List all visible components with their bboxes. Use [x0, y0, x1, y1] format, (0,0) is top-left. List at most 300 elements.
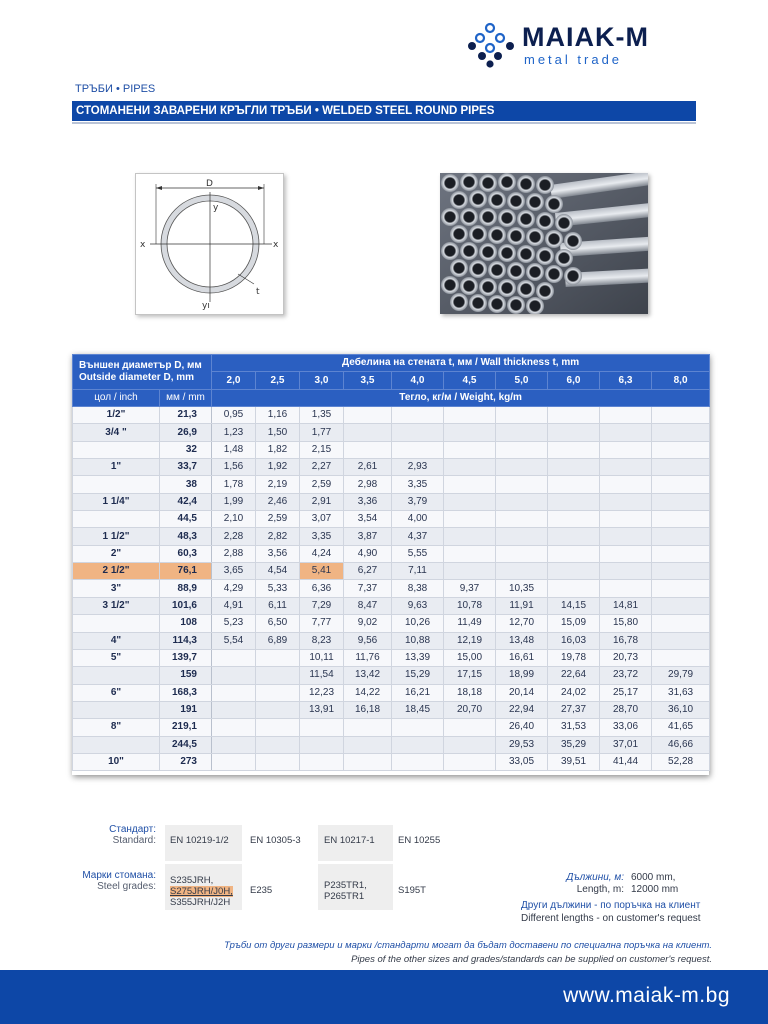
weight-cell: 28,70	[600, 701, 652, 718]
weight-cell: 18,99	[496, 667, 548, 684]
weight-cell: 10,88	[392, 632, 444, 649]
inch-cell: 5"	[73, 649, 160, 666]
weight-cell	[300, 719, 344, 736]
breadcrumb[interactable]: ТРЪБИ • PIPES	[75, 83, 156, 95]
weight-cell	[548, 493, 600, 510]
weight-cell	[444, 424, 496, 441]
mm-cell: 26,9	[160, 424, 212, 441]
weight-cell: 4,00	[392, 511, 444, 528]
lengths-values	[631, 872, 678, 896]
grades-label-bg: Марки стомана:	[82, 870, 156, 881]
table-row	[73, 719, 710, 736]
mm-cell: 273	[160, 753, 212, 770]
weight-cell	[496, 511, 548, 528]
weight-cell: 6,50	[256, 615, 300, 632]
weight-cell: 3,35	[300, 528, 344, 545]
footer-url-link[interactable]: www.maiak-m.bg	[563, 984, 730, 1007]
weight-cell: 33,06	[600, 719, 652, 736]
weight-cell	[256, 753, 300, 770]
weight-cell: 2,59	[300, 476, 344, 493]
weight-cell	[600, 459, 652, 476]
weight-cell: 37,01	[600, 736, 652, 753]
weight-cell	[496, 459, 548, 476]
weight-cell	[652, 597, 710, 614]
inch-cell	[73, 476, 160, 493]
weight-cell	[344, 719, 392, 736]
weight-cell: 11,91	[496, 597, 548, 614]
weight-cell: 2,93	[392, 459, 444, 476]
inch-cell: 3/4 "	[73, 424, 160, 441]
inch-cell: 3 1/2"	[73, 597, 160, 614]
diameter-header-en: Outside diameter D, mm	[79, 371, 195, 383]
table-body	[73, 407, 710, 771]
diagram-label-x-right: x	[273, 240, 279, 250]
grade-p265tr1: P265TR1	[324, 891, 365, 902]
weight-cell: 7,77	[300, 615, 344, 632]
weight-cell	[652, 511, 710, 528]
mm-cell: 219,1	[160, 719, 212, 736]
weight-cell: 2,46	[256, 493, 300, 510]
weight-cell: 14,81	[600, 597, 652, 614]
table-row	[73, 493, 710, 510]
diameter-header-bg: Външен диаметър D, мм	[79, 359, 202, 371]
weight-cell	[548, 511, 600, 528]
table-row	[73, 753, 710, 770]
weight-cell	[444, 753, 496, 770]
weight-cell: 1,35	[300, 407, 344, 424]
thickness-header: 6,0	[548, 372, 600, 389]
weight-cell: 24,02	[548, 684, 600, 701]
weight-cell: 3,56	[256, 545, 300, 562]
diagram-label-d: D	[206, 179, 213, 189]
weight-cell: 16,61	[496, 649, 548, 666]
weight-cell	[444, 563, 496, 580]
weight-cell: 3,35	[392, 476, 444, 493]
standard-value-4: EN 10255	[398, 835, 441, 846]
thickness-header: 5,0	[496, 372, 548, 389]
weight-cell: 14,15	[548, 597, 600, 614]
inch-cell: 1 1/4"	[73, 493, 160, 510]
weight-cell: 8,23	[300, 632, 344, 649]
weight-cell	[344, 736, 392, 753]
weight-cell: 2,15	[300, 441, 344, 458]
weight-cell: 1,23	[212, 424, 256, 441]
table-row	[73, 528, 710, 545]
weight-cell	[444, 736, 496, 753]
inch-cell	[73, 701, 160, 718]
weight-cell: 46,66	[652, 736, 710, 753]
lengths-label	[520, 872, 624, 896]
weight-cell	[344, 407, 392, 424]
weight-cell: 10,26	[392, 615, 444, 632]
weight-cell: 4,90	[344, 545, 392, 562]
weight-cell: 1,78	[212, 476, 256, 493]
weight-cell	[256, 649, 300, 666]
weight-cell: 2,88	[212, 545, 256, 562]
table-row	[73, 476, 710, 493]
weight-cell	[600, 424, 652, 441]
weight-cell: 2,98	[344, 476, 392, 493]
weight-cell	[496, 545, 548, 562]
table-row	[73, 615, 710, 632]
table-row	[73, 597, 710, 614]
weight-cell: 6,89	[256, 632, 300, 649]
thickness-header: 8,0	[652, 372, 710, 389]
weight-cell: 2,10	[212, 511, 256, 528]
standard-value-3: EN 10217-1	[324, 835, 375, 846]
weight-cell: 7,29	[300, 597, 344, 614]
weight-cell: 2,28	[212, 528, 256, 545]
weight-cell	[496, 528, 548, 545]
weight-cell: 22,94	[496, 701, 548, 718]
weight-cell: 12,19	[444, 632, 496, 649]
diagram-label-y-bottom: yı	[202, 301, 210, 311]
table-row	[73, 632, 710, 649]
weight-cell: 1,82	[256, 441, 300, 458]
mm-cell: 168,3	[160, 684, 212, 701]
inch-cell	[73, 667, 160, 684]
weight-cell	[600, 441, 652, 458]
pipes-photo-svg	[440, 173, 648, 314]
other-lengths-bg: Други дължини - по поръчка на клиент	[521, 900, 701, 911]
lengths-label-bg: Дължини, м:	[566, 872, 624, 883]
weight-cell: 6,11	[256, 597, 300, 614]
mm-cell: 42,4	[160, 493, 212, 510]
weight-cell: 1,48	[212, 441, 256, 458]
weight-cell	[548, 528, 600, 545]
wall-thickness-header: Дебелина на стената t, мм / Wall thickness t, mm	[212, 355, 710, 372]
weight-cell: 9,37	[444, 580, 496, 597]
inch-column-header: цол / inch	[73, 389, 160, 406]
weight-cell: 25,17	[600, 684, 652, 701]
weight-cell	[652, 459, 710, 476]
weight-cell	[548, 476, 600, 493]
weight-cell	[600, 563, 652, 580]
weight-cell: 7,11	[392, 563, 444, 580]
weight-cell	[600, 511, 652, 528]
grades-label-en: Steel grades:	[97, 881, 156, 892]
weight-cell: 13,39	[392, 649, 444, 666]
grade-s195t: S195T	[398, 885, 426, 896]
diagram-label-t: t	[256, 287, 260, 297]
grade-e235: E235	[250, 885, 273, 896]
weight-cell: 7,37	[344, 580, 392, 597]
weight-cell: 6,36	[300, 580, 344, 597]
weight-cell	[256, 701, 300, 718]
weight-cell	[444, 459, 496, 476]
weight-cell: 9,63	[392, 597, 444, 614]
weight-cell: 4,91	[212, 597, 256, 614]
weight-cell	[496, 563, 548, 580]
weight-cell	[444, 493, 496, 510]
weight-cell: 6,27	[344, 563, 392, 580]
weight-cell: 1,16	[256, 407, 300, 424]
weight-cell: 18,45	[392, 701, 444, 718]
weight-cell: 22,64	[548, 667, 600, 684]
weight-cell: 1,77	[300, 424, 344, 441]
mm-cell: 108	[160, 615, 212, 632]
table-row	[73, 701, 710, 718]
weight-cell: 20,70	[444, 701, 496, 718]
weight-cell	[444, 545, 496, 562]
weight-cell	[444, 441, 496, 458]
weight-cell: 3,87	[344, 528, 392, 545]
weight-cell	[300, 736, 344, 753]
page-title-bar	[72, 101, 696, 121]
weight-cell	[652, 580, 710, 597]
weight-cell: 41,44	[600, 753, 652, 770]
weight-cell: 16,03	[548, 632, 600, 649]
grade-p235tr1: P235TR1,	[324, 880, 367, 891]
mm-cell: 44,5	[160, 511, 212, 528]
weight-cell: 19,78	[548, 649, 600, 666]
weight-cell	[256, 684, 300, 701]
brand-logo[interactable]	[466, 20, 726, 72]
weight-cell	[496, 476, 548, 493]
grade-s275: S275JRH/J0H,	[170, 886, 233, 897]
weight-cell	[652, 649, 710, 666]
weight-cell: 3,79	[392, 493, 444, 510]
standard-label-bg: Стандарт:	[109, 824, 156, 835]
table-row	[73, 424, 710, 441]
grade-s235: S235JRH,	[170, 875, 214, 886]
table-row	[73, 511, 710, 528]
weight-cell: 3,07	[300, 511, 344, 528]
weight-cell	[444, 528, 496, 545]
standard-value-1: EN 10219-1/2	[170, 835, 229, 846]
weight-cell: 0,95	[212, 407, 256, 424]
weight-cell: 20,73	[600, 649, 652, 666]
grades-label	[44, 870, 156, 892]
weight-cell: 5,33	[256, 580, 300, 597]
weight-cell	[548, 407, 600, 424]
title-divider	[72, 122, 696, 124]
inch-cell: 1/2"	[73, 407, 160, 424]
weight-cell	[600, 407, 652, 424]
weight-cell	[652, 528, 710, 545]
grade-s355: S355JRH/J2H	[170, 897, 231, 908]
brand-name: MAIAK-M	[522, 22, 649, 52]
thickness-header: 4,5	[444, 372, 496, 389]
inch-cell: 6"	[73, 684, 160, 701]
inch-cell: 1"	[73, 459, 160, 476]
weight-cell: 41,65	[652, 719, 710, 736]
weight-cell: 14,22	[344, 684, 392, 701]
other-lengths-en: Different lengths - on customer's request	[521, 913, 701, 924]
weight-cell: 5,55	[392, 545, 444, 562]
mm-cell: 244,5	[160, 736, 212, 753]
weight-cell: 5,41	[300, 563, 344, 580]
diagram-label-x-left: x	[140, 240, 146, 250]
mm-cell: 101,6	[160, 597, 212, 614]
thickness-header: 4,0	[392, 372, 444, 389]
weight-cell: 52,28	[652, 753, 710, 770]
weight-cell	[600, 476, 652, 493]
weight-cell	[600, 580, 652, 597]
weight-cell: 11,76	[344, 649, 392, 666]
pipe-weight-table-container	[72, 354, 709, 775]
pipe-diagram-svg	[136, 174, 285, 316]
table-row	[73, 407, 710, 424]
weight-cell: 5,54	[212, 632, 256, 649]
weight-cell	[652, 493, 710, 510]
thickness-header: 2,5	[256, 372, 300, 389]
mm-cell: 48,3	[160, 528, 212, 545]
table-row	[73, 563, 710, 580]
inch-cell: 1 1/2"	[73, 528, 160, 545]
grades-col1	[170, 875, 233, 908]
weight-cell	[392, 753, 444, 770]
weight-cell: 31,53	[548, 719, 600, 736]
weight-cell: 9,56	[344, 632, 392, 649]
weight-cell: 3,65	[212, 563, 256, 580]
thickness-header: 2,0	[212, 372, 256, 389]
weight-cell: 35,29	[548, 736, 600, 753]
weight-cell	[392, 441, 444, 458]
weight-cell: 9,02	[344, 615, 392, 632]
length-6000: 6000 mm,	[631, 872, 676, 883]
thickness-header: 3,5	[344, 372, 392, 389]
weight-cell	[600, 528, 652, 545]
weight-cell: 36,10	[652, 701, 710, 718]
weight-cell: 8,38	[392, 580, 444, 597]
table-row	[73, 649, 710, 666]
weight-cell	[392, 407, 444, 424]
weight-cell: 18,18	[444, 684, 496, 701]
weight-cell: 13,91	[300, 701, 344, 718]
weight-cell: 1,99	[212, 493, 256, 510]
weight-cell: 15,00	[444, 649, 496, 666]
weight-cell	[548, 580, 600, 597]
logo-dots-icon	[466, 20, 518, 68]
weight-cell: 11,54	[300, 667, 344, 684]
weight-cell: 12,70	[496, 615, 548, 632]
weight-cell	[212, 753, 256, 770]
weight-cell	[652, 441, 710, 458]
thickness-header: 3,0	[300, 372, 344, 389]
inch-cell	[73, 511, 160, 528]
weight-cell: 27,37	[548, 701, 600, 718]
weight-cell: 8,47	[344, 597, 392, 614]
weight-cell: 2,19	[256, 476, 300, 493]
weight-cell	[212, 667, 256, 684]
weight-cell: 2,61	[344, 459, 392, 476]
weight-cell	[256, 719, 300, 736]
weight-cell: 3,36	[344, 493, 392, 510]
standard-label	[60, 824, 156, 846]
page-header	[0, 0, 768, 80]
weight-cell	[548, 563, 600, 580]
table-row	[73, 580, 710, 597]
weight-cell	[652, 476, 710, 493]
note-bg: Тръби от други размери и марки /стандарти могат да бъдат доставени по специална поръчка на клиент.	[224, 940, 712, 951]
standard-value-2: EN 10305-3	[250, 835, 301, 846]
weight-cell: 33,05	[496, 753, 548, 770]
diameter-header	[73, 355, 212, 390]
weight-cell	[652, 545, 710, 562]
mm-cell: 76,1	[160, 563, 212, 580]
weight-cell: 4,54	[256, 563, 300, 580]
weight-cell: 12,23	[300, 684, 344, 701]
mm-cell: 33,7	[160, 459, 212, 476]
weight-cell	[392, 736, 444, 753]
weight-cell	[496, 407, 548, 424]
weight-cell	[344, 753, 392, 770]
weight-cell: 15,29	[392, 667, 444, 684]
weight-header: Тегло, кг/м / Weight, kg/m	[212, 389, 710, 406]
inch-cell: 2 1/2"	[73, 563, 160, 580]
weight-cell: 20,14	[496, 684, 548, 701]
weight-cell: 4,24	[300, 545, 344, 562]
table-row	[73, 736, 710, 753]
weight-cell: 13,48	[496, 632, 548, 649]
weight-cell: 3,54	[344, 511, 392, 528]
weight-cell	[652, 407, 710, 424]
weight-cell: 15,09	[548, 615, 600, 632]
inch-cell: 3"	[73, 580, 160, 597]
weight-cell: 2,91	[300, 493, 344, 510]
weight-cell	[212, 649, 256, 666]
weight-cell	[212, 701, 256, 718]
weight-cell	[652, 615, 710, 632]
weight-cell	[444, 719, 496, 736]
weight-cell: 1,92	[256, 459, 300, 476]
weight-cell: 11,49	[444, 615, 496, 632]
weight-cell: 26,40	[496, 719, 548, 736]
weight-cell	[300, 753, 344, 770]
weight-cell: 16,21	[392, 684, 444, 701]
weight-cell	[548, 459, 600, 476]
weight-cell	[652, 632, 710, 649]
weight-cell	[548, 441, 600, 458]
weight-cell: 29,53	[496, 736, 548, 753]
weight-cell	[548, 424, 600, 441]
weight-cell: 16,78	[600, 632, 652, 649]
weight-cell	[344, 441, 392, 458]
weight-cell: 16,18	[344, 701, 392, 718]
table-row	[73, 667, 710, 684]
weight-cell	[652, 424, 710, 441]
table-row	[73, 459, 710, 476]
inch-cell: 10"	[73, 753, 160, 770]
weight-cell	[392, 719, 444, 736]
mm-cell: 191	[160, 701, 212, 718]
mm-cell: 139,7	[160, 649, 212, 666]
page-footer	[0, 970, 768, 1024]
length-12000: 12000 mm	[631, 884, 679, 895]
page-title: СТОМАНЕНИ ЗАВАРЕНИ КРЪГЛИ ТРЪБИ • WELDED STEEL ROUND PIPES	[76, 105, 495, 117]
weight-cell	[600, 493, 652, 510]
inch-cell	[73, 441, 160, 458]
subheader-row	[73, 389, 710, 406]
mm-cell: 88,9	[160, 580, 212, 597]
weight-cell	[212, 736, 256, 753]
standard-label-en: Standard:	[112, 835, 156, 846]
mm-cell: 60,3	[160, 545, 212, 562]
weight-cell	[444, 511, 496, 528]
weight-cell	[392, 424, 444, 441]
table-row	[73, 545, 710, 562]
weight-cell: 13,42	[344, 667, 392, 684]
weight-cell: 1,50	[256, 424, 300, 441]
weight-cell	[256, 667, 300, 684]
pipes-photo	[440, 173, 648, 314]
table-row	[73, 684, 710, 701]
weight-cell	[256, 736, 300, 753]
weight-cell	[444, 476, 496, 493]
weight-cell: 17,15	[444, 667, 496, 684]
mm-cell: 159	[160, 667, 212, 684]
